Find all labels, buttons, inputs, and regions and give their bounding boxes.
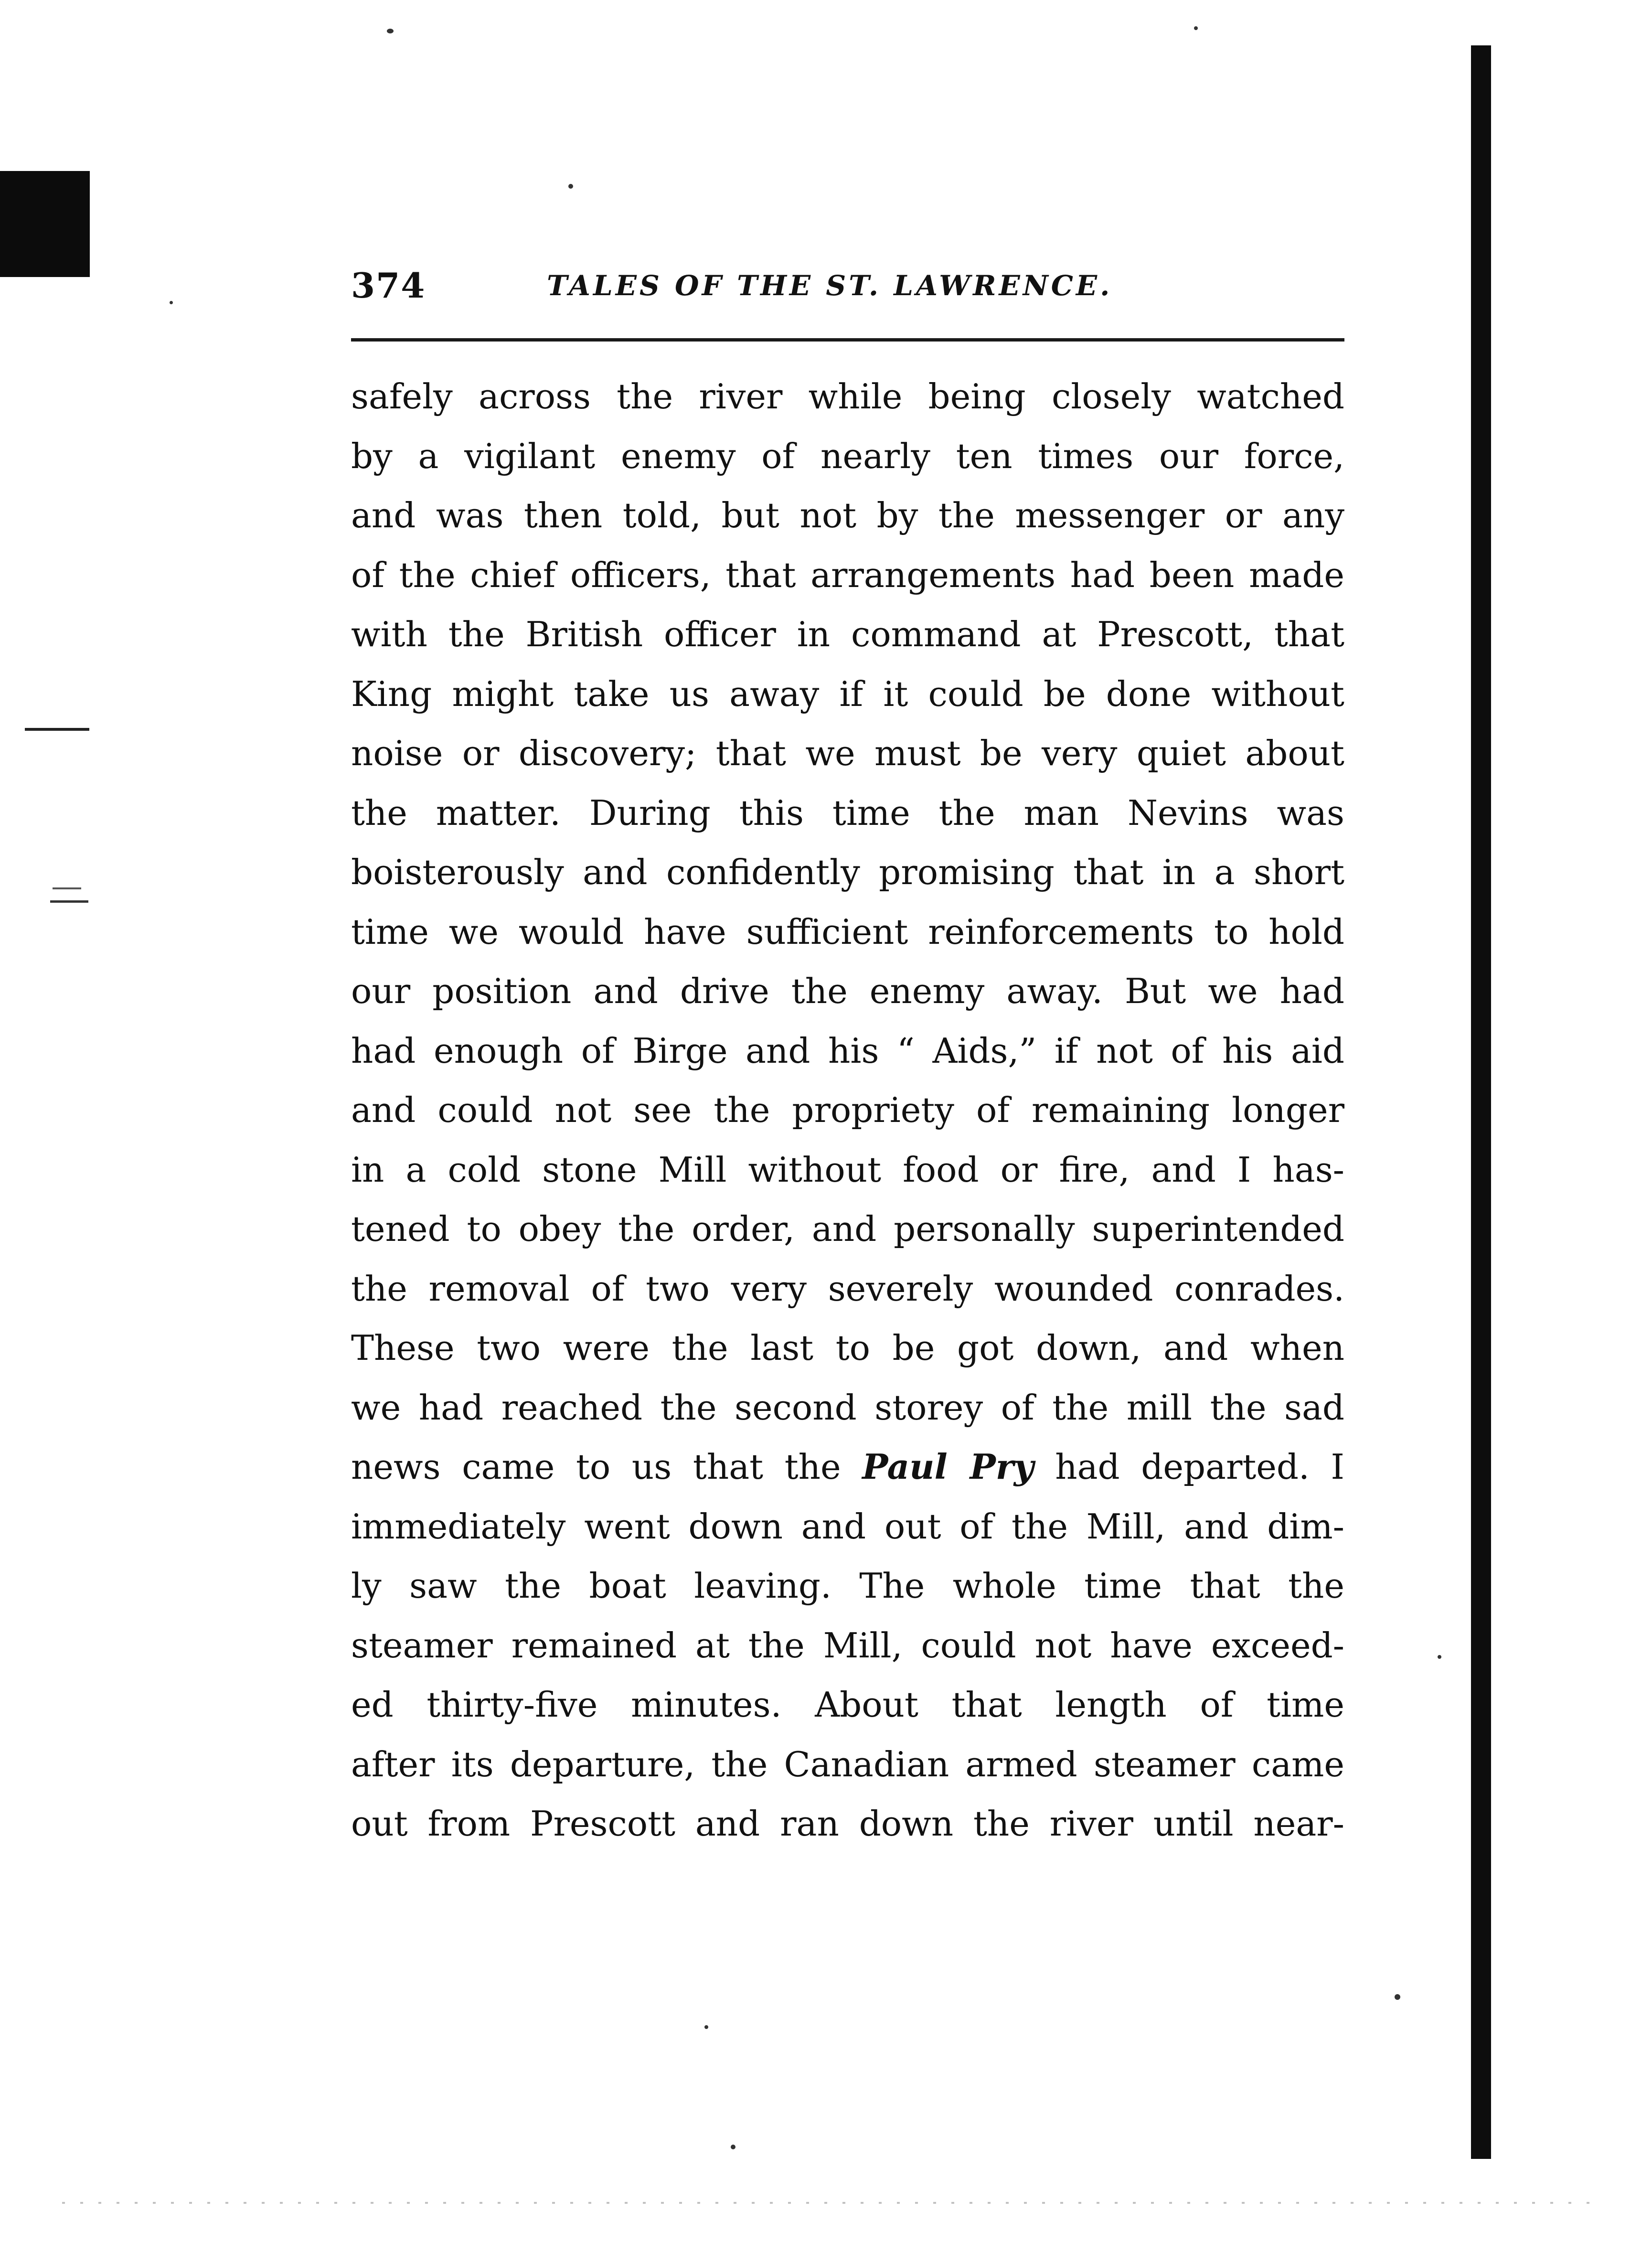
text-line: ly saw the boat leaving. The whole time that the <box>351 1566 1344 1606</box>
scan-speck <box>1395 1994 1400 2000</box>
scan-speck <box>704 2025 708 2029</box>
text-line: boisterously and confidently promising that in a short <box>351 852 1344 892</box>
running-head <box>351 262 1344 310</box>
text-line: tened to obey the order, and personally superintended <box>351 1209 1344 1249</box>
text-line: had enough of Birge and his “ Aids,” if not of his aid <box>351 1030 1344 1071</box>
text-line: steamer remained at the Mill, could not have exceed- <box>351 1625 1344 1666</box>
text-line: of the chief officers, that arrangements had been made <box>351 555 1344 595</box>
text-line: King might take us away if it could be done without <box>351 673 1344 714</box>
text-line: and could not see the propriety of remaining longer <box>351 1090 1344 1130</box>
scan-bottom-noise <box>62 2202 1590 2204</box>
scan-speck <box>1438 1655 1441 1659</box>
text-line: noise or discovery; that we must be very quiet about <box>351 733 1344 773</box>
scan-dash-mark <box>50 900 88 903</box>
text-line: and was then told, but not by the messenger or any <box>351 495 1344 535</box>
text-line: the matter. During this time the man Nevins was <box>351 792 1344 833</box>
text-line: immediately went down and out of the Mill, and dim- <box>351 1506 1344 1547</box>
text-line: out from Prescott and ran down the river until near- <box>351 1804 1344 1844</box>
body-text <box>351 367 1344 1854</box>
text-line: the removal of two very severely wounded conrades. <box>351 1268 1344 1309</box>
scan-speck <box>170 301 173 304</box>
header-rule <box>351 338 1344 342</box>
text-line: by a vigilant enemy of nearly ten times our force, <box>351 436 1344 476</box>
text-line: ed thirty-five minutes. About that length of time <box>351 1685 1344 1725</box>
text-line: safely across the river while being closely watched <box>351 376 1344 416</box>
running-title: TALES OF THE ST. LAWRENCE. <box>547 269 1113 302</box>
scan-speck <box>387 29 394 33</box>
scan-dash-mark <box>25 728 89 731</box>
text-line: news came to us that the Paul Pry had departed. I <box>351 1446 1344 1487</box>
vessel-name: Paul Pry <box>862 1446 1034 1487</box>
scan-speck <box>1194 26 1198 30</box>
page-number: 374 <box>351 265 426 306</box>
text-line: after its departure, the Canadian armed steamer came <box>351 1744 1344 1784</box>
text-line: in a cold stone Mill without food or fire, and I has- <box>351 1149 1344 1190</box>
scan-dash-mark <box>53 887 81 889</box>
scan-speck <box>731 2145 735 2149</box>
text-line: with the British officer in command at Prescott, that <box>351 614 1344 654</box>
scan-speck <box>568 184 573 189</box>
text-line: These two were the last to be got down, and when <box>351 1328 1344 1368</box>
text-line: time we would have sufficient reinforcements to hold <box>351 911 1344 952</box>
scan-binding-shadow <box>1471 45 1491 2159</box>
text-line: we had reached the second storey of the mill the sad <box>351 1387 1344 1428</box>
text-line: our position and drive the enemy away. But we had <box>351 971 1344 1011</box>
scan-edge-mark <box>0 171 90 277</box>
